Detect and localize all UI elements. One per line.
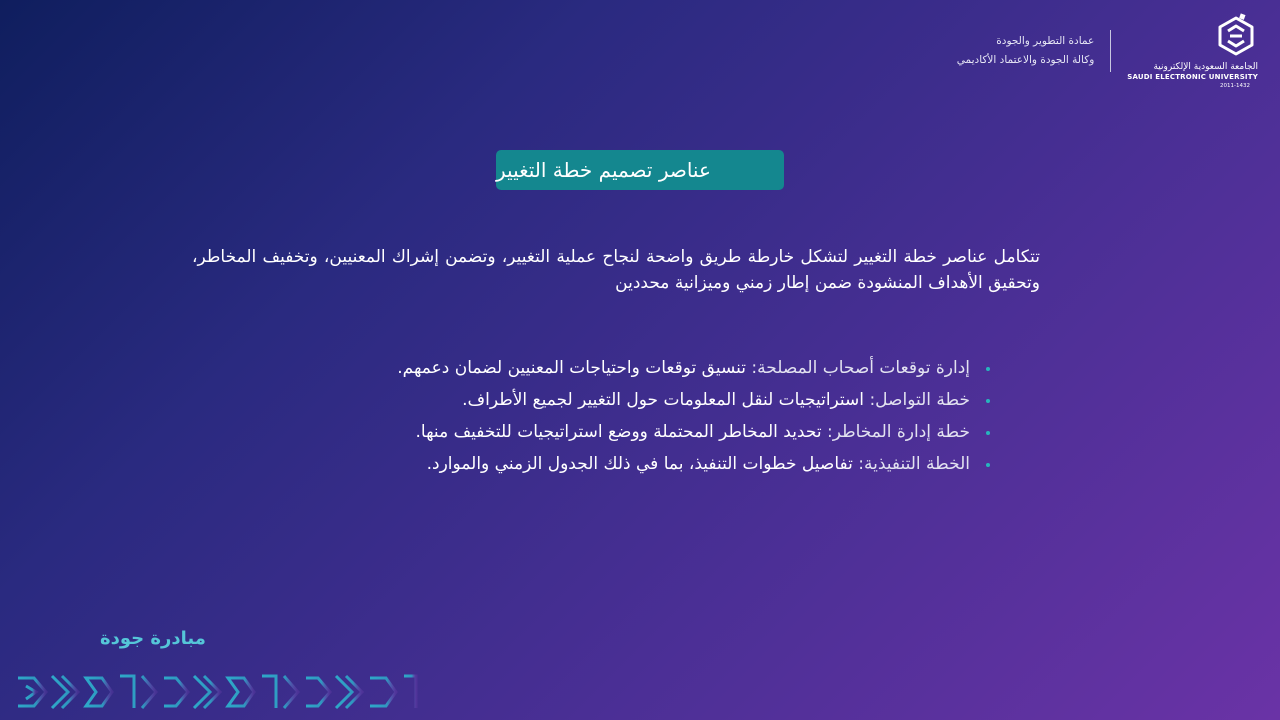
bullet-item — [240, 416, 992, 448]
bullet-dot — [986, 367, 990, 371]
header — [957, 12, 1258, 90]
intro-paragraph: تتكامل عناصر خطة التغيير لتشكل خارطة طريق واضحة لنجاح عملية التغيير، وتضمن إشراك المعنيين، وتخفيف المخاطر، وتحقيق الأهداف المنشودة ضمن إطار زمني وميزانية محددين — [192, 247, 1040, 293]
agency-name: وكالة الجودة والاعتماد الأكاديمي — [956, 54, 1095, 66]
bullet-term: إدارة توقعات أصحاب المصلحة: — [751, 358, 970, 378]
initiative-label: مبادرة جودة — [100, 628, 206, 649]
university-years: 2011-1432 — [1220, 83, 1250, 89]
bullet-term: خطة التواصل: — [869, 390, 970, 410]
bullet-text: تنسيق توقعات واحتياجات المعنيين لضمان دعمهم. — [397, 358, 752, 378]
university-name-arabic: الجامعة السعودية الإلكترونية — [1153, 62, 1258, 72]
decorative-pattern — [16, 672, 420, 714]
bullet-text: استراتيجيات لنقل المعلومات حول التغيير لجميع الأطراف. — [462, 390, 870, 410]
bullet-term: خطة إدارة المخاطر: — [826, 422, 970, 442]
bullet-dot — [986, 431, 990, 435]
bullet-item — [240, 384, 992, 416]
bullet-dot — [986, 399, 990, 403]
bullet-item — [240, 352, 992, 384]
seu-logo-icon — [1214, 12, 1258, 60]
bullet-dot — [986, 463, 990, 467]
bullet-text: تحديد المخاطر المحتملة ووضع استراتيجيات للتخفيف منها. — [415, 422, 827, 442]
department-name: عمادة التطوير والجودة — [996, 35, 1095, 47]
department-info — [957, 32, 1094, 70]
header-divider — [1110, 30, 1111, 72]
bullet-text: تفاصيل خطوات التنفيذ، بما في ذلك الجدول الزمني والموارد. — [426, 454, 859, 474]
bullet-item — [240, 448, 992, 480]
bullet-list — [240, 352, 992, 480]
bullet-term: الخطة التنفيذية: — [858, 454, 970, 474]
slide-title: عناصر تصميم خطة التغيير — [496, 150, 784, 190]
university-name-english: SAUDI ELECTRONIC UNIVERSITY — [1127, 73, 1258, 81]
university-logo-block — [1127, 12, 1258, 90]
